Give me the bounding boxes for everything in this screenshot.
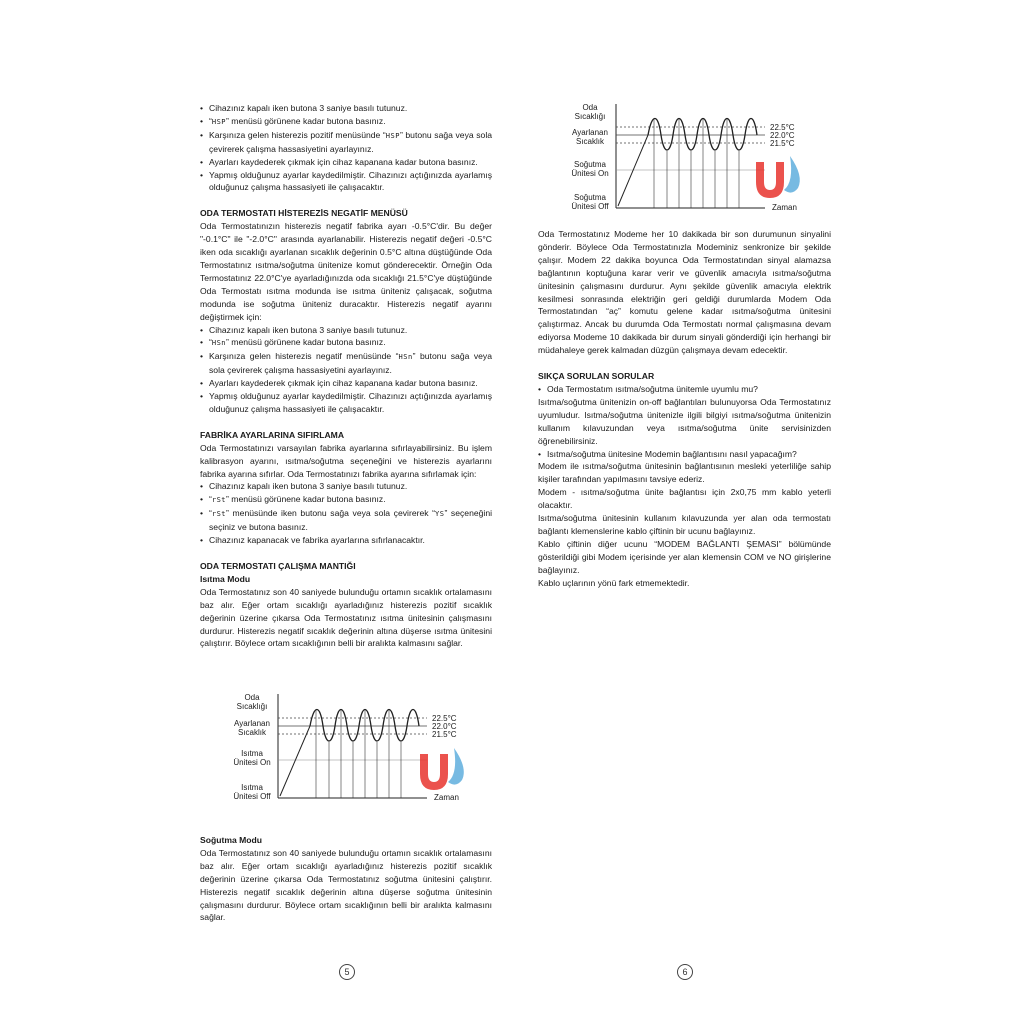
y-label: Sıcaklık [237,728,267,737]
list-item: • Ayarları kaydederek çıkmak için cihaz kapanana kadar butona basınız. [200,377,492,390]
y-label: Oda [244,693,260,702]
list-item: • “HSP” menüsü görünene kadar butona basınız. [200,115,492,129]
subsection-heading: Soğutma Modu [200,835,263,845]
brand-logo-icon [420,748,464,790]
faq-question: • Isıtma/soğutma ünitesine Modemin bağlantısını nasıl yapacağım? [538,448,831,461]
faq-question: • Oda Termostatım ısıtma/soğutma ünitemle uyumlu mu? [538,383,831,396]
temp-high-label: 22.5°C [432,714,457,723]
faq-answer: Kablo çiftinin diğer ucunu “MODEM BAĞLANTI ŞEMASI” bölümünde gösterildiği gibi Modem içerisinde yer alan klemensin COM ve NO girişlerine bağlayınız. [538,538,831,575]
lcd-glyph: HSn [211,339,227,348]
temp-low-label: 21.5°C [770,139,795,148]
paragraph: Oda Termostatınız son 40 saniyede bulunduğu ortamın sıcaklık ortalamasını baz alır. Eğer ortam sıcaklığı ayarladığınız histerezis pozitif sıcaklık değerinin üzerine çıkarsa Oda Termostatınız soğutma ünitesini çalıştırır. Histerezis negatif sıcaklık değerinin altına düşerse soğutma ünitesinin çalışmasını durdurur. Böylece ortam sıcaklığının belli bir aralıkta kalmasını sağlar. [200,847,492,923]
subsection-heading: Isıtma Modu [200,573,251,584]
section-heading: ODA TERMOSTATI ÇALIŞMA MANTIĞI [200,561,356,571]
lcd-glyph: HSn [398,353,413,362]
y-label: Sıcaklık [575,137,605,146]
y-label: Ünitesi On [233,758,271,767]
section-heading: SIKÇA SORULAN SORULAR [538,371,655,382]
lcd-glyph: rSt [211,510,227,519]
faq-answer: Modem ile ısıtma/soğutma ünitesinin bağlantısının mesleki yeterliliğe sahip kişiler tarafından yapılmasını tavsiye ederiz. [538,461,831,485]
faq-answer: Modem - ısıtma/soğutma ünite bağlantısı için 2x0,75 mm kablo yeterli olacaktır. [538,487,831,511]
section-heading: FABRİKA AYARLARINA SIFIRLAMA [200,429,345,440]
list-item: • Cihazınız kapalı iken butona 3 saniye basılı tutunuz. [200,480,492,493]
section-heading: ODA TERMOSTATI HİSTEREZİS NEGATİF MENÜSÜ [200,208,408,219]
right-column [538,228,831,589]
page-number-left: 5 [339,964,355,980]
list-item: • “rSt” menüsü görünene kadar butona basınız. [200,493,492,507]
brand-logo-icon [756,156,800,198]
list-item: • Yapmış olduğunuz ayarlar kaydedilmiştir. Cihazınızı açtığınızda ayarlamış olduğunuz çalışma hassasiyeti ile çalışacaktır. [200,390,492,416]
y-label: Sıcaklığı [574,112,606,121]
faq-answer: Isıtma/soğutma ünitenizin on-off bağlantıları bulunuyorsa Oda Termostatınız uyumludur. Isıtma/soğutma ünitenizle ilgili bilgiyi ısıtma/soğutma ünitenizin kullanım kılavuzundan veya ısıtma/soğutma ünite servisinizden öğrenebilirsiniz. [538,396,831,446]
list-item: • “rSt” menüsünde iken butonu sağa veya sola çevirerek “YS” seçeneğini seçiniz ve butona basınız. [200,507,492,534]
y-label: Isıtma [241,749,263,758]
list-item: • Cihazınız kapanacak ve fabrika ayarlarına sıfırlanacaktır. [200,534,492,547]
left-column-bottom [200,834,492,924]
list-item: • Cihazınız kapalı iken butona 3 saniye basılı tutunuz. [200,324,492,337]
y-label: Ayarlanan [234,719,270,728]
list-item: • Yapmış olduğunuz ayarlar kaydedilmiştir. Cihazınızı açtığınızda ayarlamış olduğunuz çalışma hassasiyeti ile çalışacaktır. [200,169,492,195]
lcd-glyph: HSP [385,131,400,140]
y-label: Ünitesi On [571,169,609,178]
lcd-glyph: YS [435,510,445,519]
y-label: Ünitesi Off [571,202,609,211]
heating-chart [222,690,492,808]
y-label: Ayarlanan [572,128,608,137]
paragraph: Oda Termostatınız son 40 saniyede bulunduğu ortamın sıcaklık ortalamasını baz alır. Eğer ortam sıcaklığı ayarladığınız histerezis pozitif sıcaklık değerinin üzerine çıkarsa Oda Termostatınız ısıtma ünitesinin çalışmasını durdurur. Histerezis negatif sıcaklık değerinin altına düşerse ısıtma ünitesini çalıştırır. Böylece ortam sıcaklığının belli bir aralıkta kalmasını sağlar. [200,586,492,649]
temp-set-label: 22.0°C [432,722,457,731]
y-label: Ünitesi Off [233,792,271,801]
y-label: Oda [582,103,598,112]
temp-set-label: 22.0°C [770,131,795,140]
paragraph: Oda Termostatınızın histerezis negatif fabrika ayarı -0.5°C'dir. Bu değer "-0.1°C" ile "-2.0°C" arasında ayarlanabilir. Histerezis negatif değeri -0.5°C iken oda sıcaklığı ayarlanan sıcaklık değerinin 0.5°C altına düştüğünde Oda Termostatınız ısıtma/soğutma ünitenize komut gönderecektir. Örneğin Oda Termostatınız 22.0°C'ye ayarladığınızda oda sıcaklığı 21.5°C'ye düştüğünde Oda Termostatı ısıtma modunda ise ısıtma üniteniz çalışacak, soğutma modunda ise soğutma üniteniz duracaktır. Histerezis negatif ayarını değiştirmek için: [200,221,492,322]
left-column [200,102,492,650]
paragraph: Oda Termostatınızı varsayılan fabrika ayarlarına sıfırlayabilirsiniz. Bu işlem kalibrasyon ayarını, ısıtma/soğutma seçeneğini ve histerezis ayarlarını fabrika ayarına sıfırlar. Oda Termostatınızı fabrika ayarına sıfırlamak için: [200,442,492,479]
paragraph: Oda Termostatınız Modeme her 10 dakikada bir son durumunun sinyalini gönderir. Böylece Oda Termostatınızla Modeminiz senkronize bir şekilde çalışır. Modem 22 dakika boyunca Oda Termostatından sinyal alamazsa bağlantının koptuğuna karar verir ve güvenlik amacıyla ısıtma/soğutma ünitesinin çalışmasını durdurur. Aynı şekilde güvenlik amacıyla elektrik kesilmesi sonrasında elektriğin geri geldiği durumlarda Modem Oda Termostatından “aç” komutu gelene kadar ısıtma/soğutma ünitesini çalıştırmaz. Ancak bu durumda Oda Termostatı normal çalışmasına devam ediyorsa Modeme 10 dakikada bir durum sinyali gönderdiği için herhangi bir müdahaleye gerek kalmadan düzgün çalışmaya devam edecektir. [538,229,831,356]
lcd-glyph: rSt [211,496,227,505]
y-label: Isıtma [241,783,263,792]
list-item: • Karşınıza gelen histerezis negatif menüsünde “HSn” butonu sağa veya sola çevirerek çalışma hassasiyetini ayarlayınız. [200,350,492,377]
list-item: • Karşınıza gelen histerezis pozitif menüsünde “HSP” butonu sağa veya sola çevirerek çalışma hassasiyetini ayarlayınız. [200,129,492,156]
list-item: • “HSn” menüsü görünene kadar butona basınız. [200,336,492,350]
y-label: Sıcaklığı [236,702,268,711]
temp-high-label: 22.5°C [770,123,795,132]
faq-answer: Isıtma/soğutma ünitesinin kullanım kılavuzunda yer alan oda termostatı bağlantı klemenslerine kablo çiftinin bir ucunu bağlayınız. [538,513,831,536]
y-label: Soğutma [573,160,607,169]
x-axis-label: Zaman [772,203,797,212]
lcd-glyph: HSP [211,117,227,126]
page-number-right: 6 [677,964,693,980]
list-item: • Ayarları kaydederek çıkmak için cihaz kapanana kadar butona basınız. [200,156,492,169]
list-item: • Cihazınız kapalı iken butona 3 saniye basılı tutunuz. [200,102,492,115]
y-label: Soğutma [573,193,607,202]
cooling-chart [560,100,830,218]
faq-answer: Kablo uçlarının yönü fark etmemektedir. [538,577,690,588]
temp-low-label: 21.5°C [432,730,457,739]
x-axis-label: Zaman [434,793,459,802]
